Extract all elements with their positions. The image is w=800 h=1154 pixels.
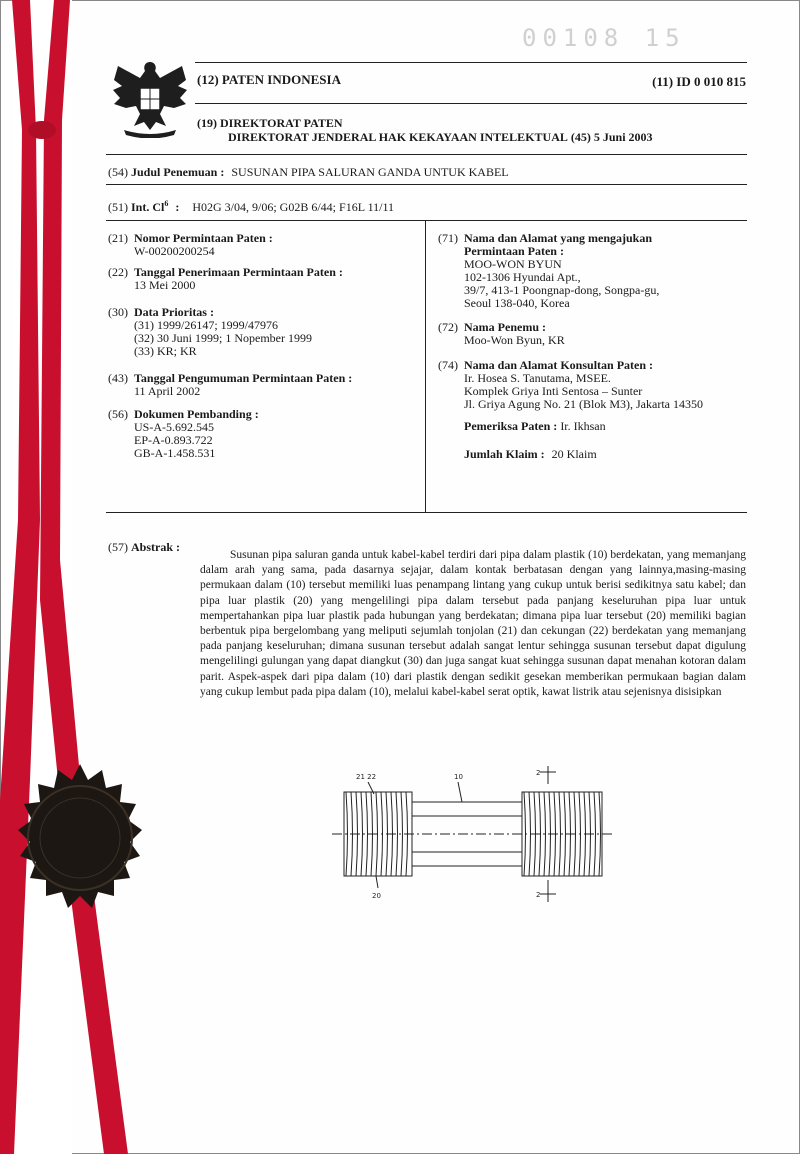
priority-label: Data Prioritas : — [134, 305, 214, 319]
app-number-code: (21) — [108, 231, 128, 245]
applicant-line: MOO-WON BYUN — [464, 257, 562, 271]
app-number-value: W-00200200254 — [134, 244, 215, 258]
corrugation-ridge — [366, 792, 368, 876]
figure-section-bottom: 2 — [536, 891, 541, 899]
intcl-separator: : — [175, 200, 180, 214]
applicant-line: Seoul 138-040, Korea — [464, 296, 570, 310]
abstract-heading — [108, 541, 180, 554]
priority-code: (30) — [108, 305, 128, 319]
corrugation-ridge — [361, 792, 363, 876]
applicant-label-2: Permintaan Paten : — [464, 244, 564, 258]
patent-number: (11) ID 0 010 815 — [652, 74, 746, 89]
figure-ref-10: 10 — [454, 773, 463, 781]
intcl-value: H02G 3/04, 9/06; G02B 6/44; F16L 11/11 — [192, 200, 395, 214]
title-row — [108, 166, 509, 179]
reference-item: GB-A-1.458.531 — [134, 446, 216, 460]
inventor-code: (72) — [438, 320, 458, 334]
ribbon-knot — [28, 121, 56, 139]
figure-ref-21-22: 21 22 — [356, 773, 377, 781]
abstract-label: Abstrak : — [131, 540, 181, 554]
intcl-superscript: 6 — [164, 199, 169, 208]
field-consultant — [438, 359, 748, 411]
applicant-label-1: Nama dan Alamat yang mengajukan — [464, 231, 653, 245]
intcl-rule — [106, 220, 747, 221]
title-rule — [106, 184, 747, 185]
header-top-rule — [195, 62, 747, 63]
figure-section-top: 2 — [536, 769, 541, 777]
corrugation-ridge — [559, 792, 561, 876]
consultant-line: Ir. Hosea S. Tanutama, MSEE. — [464, 371, 611, 385]
garuda-emblem-icon — [110, 56, 190, 138]
references-code: (56) — [108, 407, 128, 421]
field-examiner — [464, 420, 606, 433]
claims-value: 20 Klaim — [551, 447, 597, 461]
field-inventor — [438, 321, 748, 347]
fields-bottom-rule — [106, 512, 747, 513]
intcl-code: (51) — [108, 200, 128, 214]
corrugation-ridge — [599, 792, 601, 876]
app-number-label: Nomor Permintaan Paten : — [134, 231, 273, 245]
consultant-line: Komplek Griya Inti Sentosa – Sunter — [464, 384, 643, 398]
inventor-value: Moo-Won Byun, KR — [464, 333, 565, 347]
directorate-general-row — [228, 131, 653, 144]
examiner-label: Pemeriksa Paten : — [464, 419, 558, 433]
announce-date-value: 11 April 2002 — [134, 384, 201, 398]
announce-date-code: (43) — [108, 371, 128, 385]
corrugation-ridge — [396, 792, 398, 876]
reference-item: US-A-5.692.545 — [134, 420, 214, 434]
serial-stamp: 00108 15 — [522, 24, 686, 52]
intcl-label: Int. Cl — [131, 200, 165, 214]
consultant-line: Jl. Griya Agung No. 21 (Blok M3), Jakarta 14350 — [464, 397, 703, 411]
applicant-code: (71) — [438, 231, 458, 245]
field-claims — [464, 448, 597, 461]
header-bottom-rule — [106, 154, 747, 155]
figure-ref-20: 20 — [372, 892, 381, 900]
references-label: Dokumen Pembanding : — [134, 407, 259, 421]
abstract-code: (57) — [108, 540, 128, 554]
abstract-text: Susunan pipa saluran ganda untuk kabel-kabel terdiri dari pipa dalam plastik (10) berdekatan, yang memanjang dalam arah yang sama, pada dasarnya sejajar, dalam kontak berbatasan dengan yang lainnya,masing-masing permukaan dalam (10) tersebut memiliki luas penampang lintang yang cukup untuk berisi sedikitnya satu kabel; dan pipa luar plastik (20) yang mengelilingi pipa dalam tersebut pada panjang keseluruhan pipa luar untuk mempertahankan pipa luar plastik pada hubungan yang berdekatan; dimana pipa luar tersebut (20) memiliki bagian berbentuk pipa bergelombang yang meliputi sejumlah tonjolan (21) dan cekungan (22) berdekatan yang memanjang pada panjang keseluruhan; dimana susunan tersebut adalah sangat lentur sehingga susunan tersebut dapat digulung mengelilingi gulungan yang dapat diangkut (30) dan juga sangat kuat sehingga susunan dapat menahan kotoran dalam parit. Aspek-aspek dari pipa dalam (10) dari plastik dengan sedikit gesekan memberikan permukaan bagian dalam yang cukup lembut pada pipa dalam (10), melalui kabel-kabel serat optik, kawat listrik atau sejenisnya disisipkan — [200, 549, 746, 698]
receipt-date-label: Tanggal Penerimaan Permintaan Paten : — [134, 265, 343, 279]
reference-item: EP-A-0.893.722 — [134, 433, 213, 447]
receipt-date-value: 13 Mei 2000 — [134, 278, 196, 292]
corrugation-ridge — [524, 792, 526, 876]
column-divider — [425, 220, 426, 512]
consultant-code: (74) — [438, 358, 458, 372]
header-mid-rule — [195, 103, 747, 104]
priority-line: (33) KR; KR — [134, 344, 197, 358]
priority-line: (32) 30 Juni 1999; 1 Nopember 1999 — [134, 331, 312, 345]
receipt-date-code: (22) — [108, 265, 128, 279]
corrugation-ridge — [401, 792, 403, 876]
intcl-row — [108, 197, 394, 214]
field-priority — [108, 306, 418, 358]
directorate-general: DIREKTORAT JENDERAL HAK KEKAYAAN INTELEKTUAL — [228, 130, 568, 144]
examiner-value: Ir. Ikhsan — [560, 419, 606, 433]
title-value: SUSUNAN PIPA SALURAN GANDA UNTUK KABEL — [231, 165, 509, 179]
corrugation-ridge — [594, 792, 596, 876]
inventor-label: Nama Penemu : — [464, 320, 546, 334]
pipe-figure — [326, 764, 616, 906]
title-separator: : — [220, 165, 225, 179]
title-label: Judul Penemuan — [131, 165, 218, 179]
publication-date: (45) 5 Juni 2003 — [570, 130, 653, 144]
field-receipt-date — [108, 266, 418, 292]
announce-date-label: Tanggal Pengumuman Permintaan Paten : — [134, 371, 353, 385]
field-application-number — [108, 232, 418, 258]
field-announcement-date — [108, 372, 418, 398]
directorate-line: (19) DIREKTORAT PATEN — [197, 116, 343, 130]
applicant-line: 102-1306 Hyundai Apt., — [464, 270, 581, 284]
applicant-line: 39/7, 413-1 Poongnap-dong, Songpa-gu, — [464, 283, 660, 297]
patent-type: (12) PATEN INDONESIA — [197, 72, 341, 87]
priority-line: (31) 1999/26147; 1999/47976 — [134, 318, 278, 332]
corrugation-ridge — [564, 792, 566, 876]
consultant-label: Nama dan Alamat Konsultan Paten : — [464, 358, 654, 372]
field-applicant — [438, 232, 748, 310]
ribbon-red-left — [0, 0, 40, 1154]
title-code: (54) — [108, 165, 128, 179]
corrugation-ridge — [529, 792, 531, 876]
field-references — [108, 408, 418, 460]
claims-label: Jumlah Klaim : — [464, 447, 545, 461]
